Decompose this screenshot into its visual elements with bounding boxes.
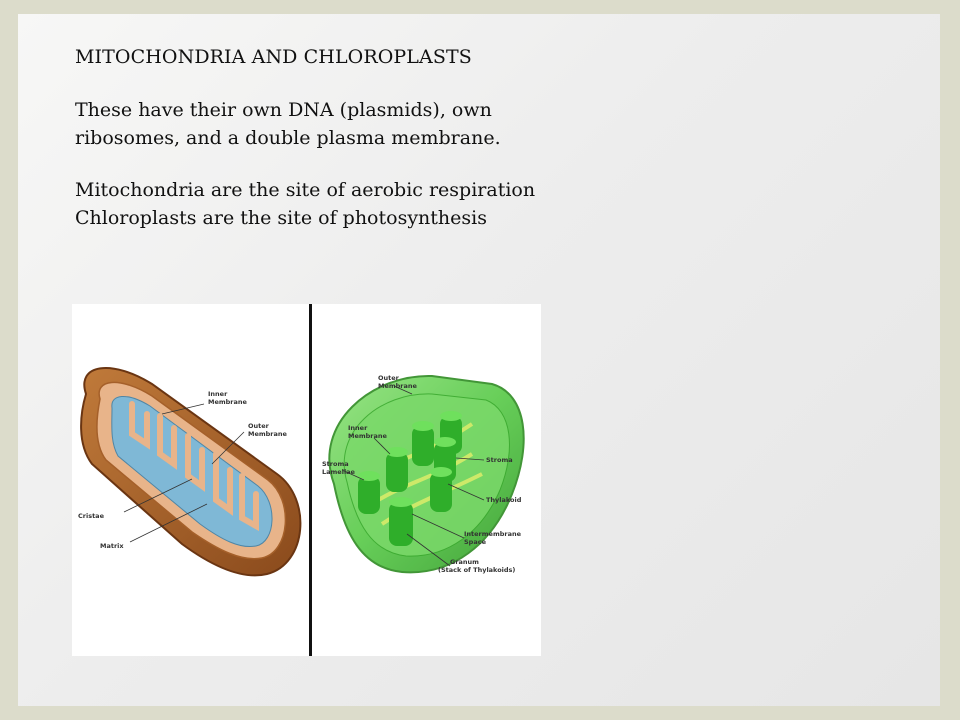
mitochondrion-illustration: [78, 368, 300, 575]
paragraph-organelle-features: [75, 96, 635, 152]
organelle-diagram: [72, 304, 541, 656]
label-chloro-granum-1: Granum: [450, 558, 479, 566]
label-mito-cristae: Cristae: [78, 512, 104, 520]
label-mito-outer-2: Membrane: [248, 430, 287, 438]
label-mito-inner-1: Inner: [208, 390, 228, 398]
granum-stack-7: [389, 497, 413, 546]
label-chloro-outer-1: Outer: [378, 374, 399, 382]
label-mito-inner-2: Membrane: [208, 398, 247, 406]
paragraph1-line2: ribosomes, and a double plasma membrane.: [75, 127, 501, 149]
granum-stack-6: [430, 467, 452, 512]
label-chloro-lamellae-1: Stroma: [322, 460, 349, 468]
divider-line: [309, 304, 312, 656]
label-chloro-thylakoid: Thylakoid: [486, 496, 522, 504]
label-chloro-stroma: Stroma: [486, 456, 513, 464]
label-chloro-intermembrane-1: Intermembrane: [464, 530, 522, 538]
label-chloro-granum-2: (Stack of Thylakoids): [438, 566, 516, 574]
paragraph2-line2: Chloroplasts are the site of photosynthesis: [75, 207, 487, 229]
paragraph-organelle-functions: [75, 176, 635, 232]
label-chloro-outer-2: Membrane: [378, 382, 417, 390]
label-chloro-lamellae-2: Lamellae: [322, 468, 355, 476]
slide-text: [75, 46, 635, 256]
granum-stack-1: [412, 421, 434, 466]
paragraph2-line1: Mitochondria are the site of aerobic respiration: [75, 179, 536, 201]
label-mito-outer-1: Outer: [248, 422, 269, 430]
label-chloro-inner-2: Membrane: [348, 432, 387, 440]
organelle-diagram-svg: [72, 304, 541, 656]
label-chloro-intermembrane-2: Space: [464, 538, 486, 546]
slide-title: MITOCHONDRIA AND CHLOROPLASTS: [75, 46, 472, 68]
label-mito-matrix: Matrix: [100, 542, 124, 550]
paragraph1-line1: These have their own DNA (plasmids), own: [75, 99, 492, 121]
label-chloro-inner-1: Inner: [348, 424, 368, 432]
granum-stack-5: [358, 471, 380, 514]
chloroplast-illustration: [322, 374, 524, 574]
